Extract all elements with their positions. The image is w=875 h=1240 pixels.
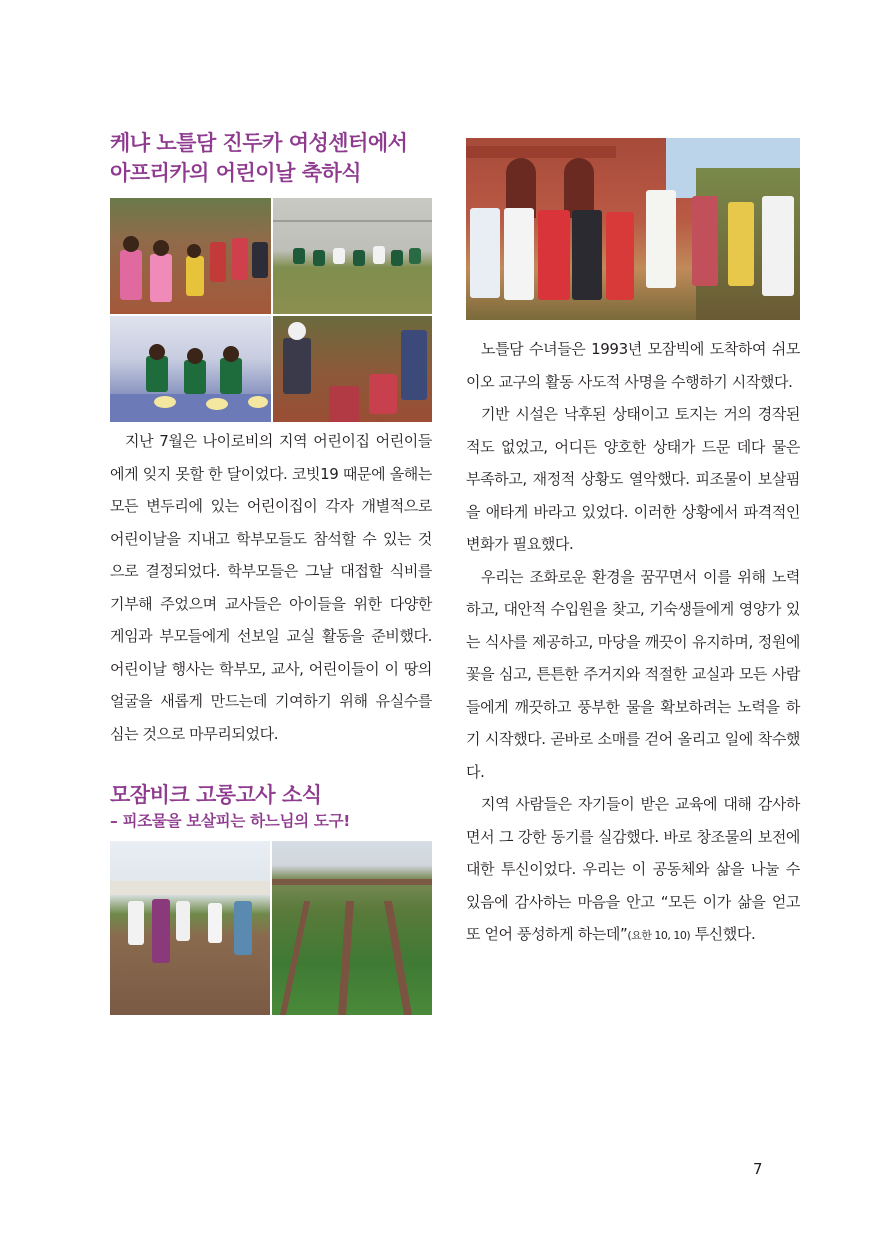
left-column [110,128,432,1015]
article1-body [110,425,432,750]
right-column [466,138,800,953]
article2-title: 모잠비크 고롱고사 소식 [110,783,322,807]
article2-paragraph-4 [466,788,800,953]
vegetable-garden-photo [272,841,432,1015]
article2-subtitle: – 피조물을 보살피는 하느님의 도구! [110,812,351,830]
article2-paragraph-4-text: 지역 사람들은 자기들이 받은 교육에 대해 감사하면서 그 강한 동기를 실감했다. 바로 창조물의 보전에 대한 투신이었다. 우리는 이 공동체와 삶을 나눌 수 있음에 감사하는 마음을 안고 “모든 이가 삶을 얻고 또 얻어 풍성하게 하는데” [466,795,800,943]
article2-body [466,333,800,953]
children-by-wall-photo [273,198,432,314]
article1-title [110,128,432,188]
tree-planting-photo [273,316,432,422]
women-watering-photo [110,841,270,1015]
article1-title-line1: 케냐 노틀담 진두카 여성센터에서 [110,131,408,155]
article2-paragraph-4-end: 투신했다. [690,925,756,943]
mozambique-photo-pair [110,841,432,1015]
article1-paragraph: 지난 7월은 나이로비의 지역 어린이집 어린이들에게 잊지 못할 한 달이었다. 코빗19 때문에 올해는 모든 변두리에 있는 어린이집이 각자 개별적으로 어린이날을 지내고 학부모들도 참석할 수 있는 것으로 결정되었다. 학부모들은 그날 대접할 식비를 기부해 주었으며 교사들은 아이들을 위한 다양한 게임과 부모들에게 선보일 교실 활동을 준비했다. 어린이날 행사는 학부모, 교사, 어린이들이 이 땅의 얼굴을 새롭게 만드는데 기여하기 위해 유실수를 심는 것으로 마무리되었다. [110,432,432,743]
page-number: 7 [753,1160,763,1178]
article2-paragraph-3: 우리는 조화로운 환경을 꿈꾸면서 이를 위해 노력하고, 대안적 수입원을 찾고, 기숙생들에게 영양가 있는 식사를 제공하고, 마당을 깨끗이 유지하며, 정원에 꽃을 심고, 튼튼한 주거지와 적절한 교실과 모든 사람들에게 깨끗하고 풍부한 물을 확보하려는 노력을 하기 시작했다. 곧바로 소매를 걷어 올리고 일에 착수했다. [466,567,800,781]
article2-paragraph-2: 기반 시설은 낙후된 상태이고 토지는 거의 경작된 적도 없었고, 어디든 양호한 상태가 드문 데다 물은 부족하고, 재정적 상황도 열악했다. 피조물이 보살핌을 애타게 바라고 있었다. 이러한 상황에서 파격적인 변화가 필요했다. [466,405,800,553]
children-outdoors-photo [110,198,271,314]
article2-paragraph-1: 노틀담 수녀들은 1993년 모잠빅에 도착하여 쉬모이오 교구의 활동 사도적 사명을 수행하기 시작했다. [466,340,800,391]
article2-heading-block [110,780,432,832]
group-photo [466,138,800,320]
classroom-meal-photo [110,316,271,422]
article1-title-line2: 아프리카의 어린이날 축하식 [110,161,362,185]
bible-reference: (요한 10, 10) [627,929,691,942]
kenya-photo-collage [110,198,432,422]
